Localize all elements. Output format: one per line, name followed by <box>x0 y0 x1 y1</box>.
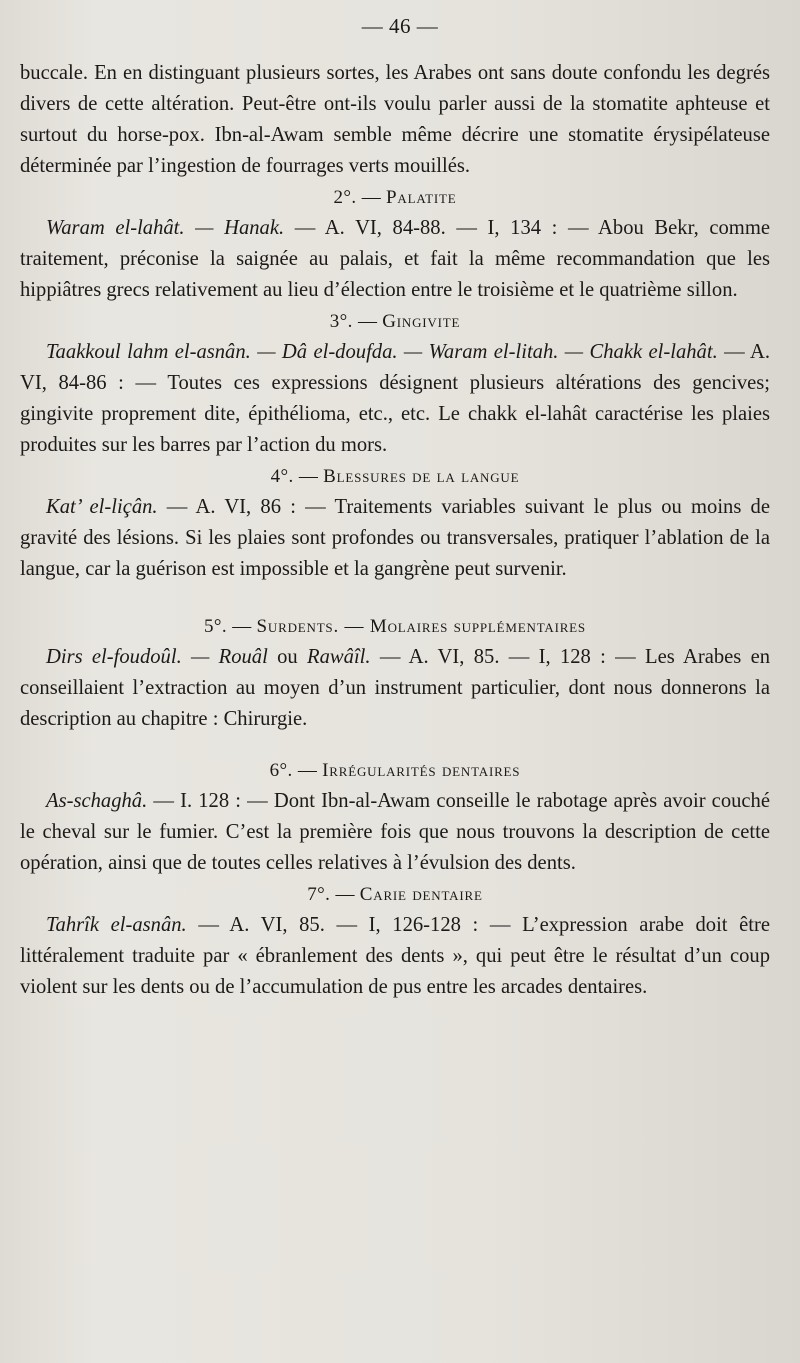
section-paragraph-surdents <box>20 642 770 735</box>
section-body: — A. VI, 86 : — Traitements variables suivant le plus ou moins de gravité des lésions. Si les plaies sont profondes ou transversales, pratiquer l’ablation de la langue, car la guérison est impossible et la gangrène peut survenir. <box>20 496 770 580</box>
section-heading-gingivite <box>20 306 770 337</box>
intro-paragraph: buccale. En en distinguant plusieurs sortes, les Arabes ont sans doute confondu les degrés divers de cette altération. Peut-être ont-ils voulu parler aussi de la stomatite aphteuse et surtout du horse-pox. Ibn-al-Awam semble même décrire une stomatite érysipélateuse déterminée par l’ingestion de fourrages verts mouillés. <box>20 62 770 177</box>
section-heading-blessures <box>20 461 770 492</box>
section-body: — A. VI, 84-86 : — Toutes ces expressions désignent plusieurs altérations des gencives; gingivite proprement dite, épithélioma, etc., etc. Le chakk el-lahât caractérise les plaies produites sur les barres par l’action du mors. <box>20 341 770 456</box>
section-heading-surdents <box>20 611 770 642</box>
section-paragraph-carie <box>20 910 770 1003</box>
page-content <box>20 58 770 1003</box>
arabic-term: As-schaghâ. <box>46 790 148 812</box>
section-number: 4°. — <box>270 466 319 487</box>
section-heading-palatite <box>20 182 770 213</box>
arabic-term: Tahrîk el-asnân. <box>46 914 187 936</box>
section-number: 2°. — <box>333 187 382 208</box>
section-heading-irregularites <box>20 755 770 786</box>
section-number: 3°. — <box>329 311 378 332</box>
section-paragraph-blessures <box>20 492 770 585</box>
section-body: — A. VI, 84-88. — I, 134 : — Abou Bekr, comme traitement, préconise la saignée au palais, et fait la même recommandation que les hippiâtres grecs relativement au lieu d’élection entre le troisième et le quatrième sillon. <box>20 217 770 301</box>
section-paragraph-palatite <box>20 213 770 306</box>
section-title: Carie dentaire <box>359 884 483 905</box>
arabic-term: Dirs el-foudoûl. — Rouâl <box>46 646 268 668</box>
section-number: 7°. — <box>307 884 355 905</box>
arabic-term-alt: Rawâîl. <box>307 646 371 668</box>
section-body: — A. VI, 85. — I, 128 : — Les Arabes en conseillaient l’extraction au moyen d’un instrument particulier, dont nous donnerons la description au chapitre : Chirurgie. <box>20 646 771 730</box>
section-paragraph-gingivite <box>20 337 770 461</box>
section-title: Surdents. — Molaires supplémentaires <box>256 616 586 637</box>
section-paragraph-irregularites <box>20 786 770 879</box>
section-title: Irrégularités dentaires <box>322 760 521 781</box>
section-number: 5°. — <box>204 616 252 637</box>
section-title: Palatite <box>386 187 457 208</box>
section-title: Blessures de la langue <box>323 466 520 487</box>
section-heading-carie <box>20 879 770 910</box>
page-number: — 46 — <box>361 14 439 38</box>
section-number: 6°. — <box>269 760 318 781</box>
section-body: — A. VI, 85. — I, 126-128 : — L’expression arabe doit être littéralement traduite par « ébranlement des dents », qui peut être le résultat d’un coup violent sur les dents ou de l’accumulation de pus entre les arcades dentaires. <box>20 914 770 998</box>
term-connector: ou <box>267 646 308 668</box>
section-title: Gingivite <box>382 311 461 332</box>
section-body: — I. 128 : — Dont Ibn-al-Awam conseille le rabotage après avoir couché le cheval sur le fumier. C’est la première fois que nous trouvons la description de cette opération, ainsi que de toutes celles relatives à l’évulsion des dents. <box>20 790 770 874</box>
arabic-term: Taakkoul lahm el-asnân. — Dâ el-doufda. — Waram el-litah. — Chakk el-lahât. <box>46 341 718 363</box>
arabic-term: Waram el-lahât. — Hanak. <box>46 217 285 239</box>
arabic-term: Kat’ el-liçân. <box>46 496 158 518</box>
